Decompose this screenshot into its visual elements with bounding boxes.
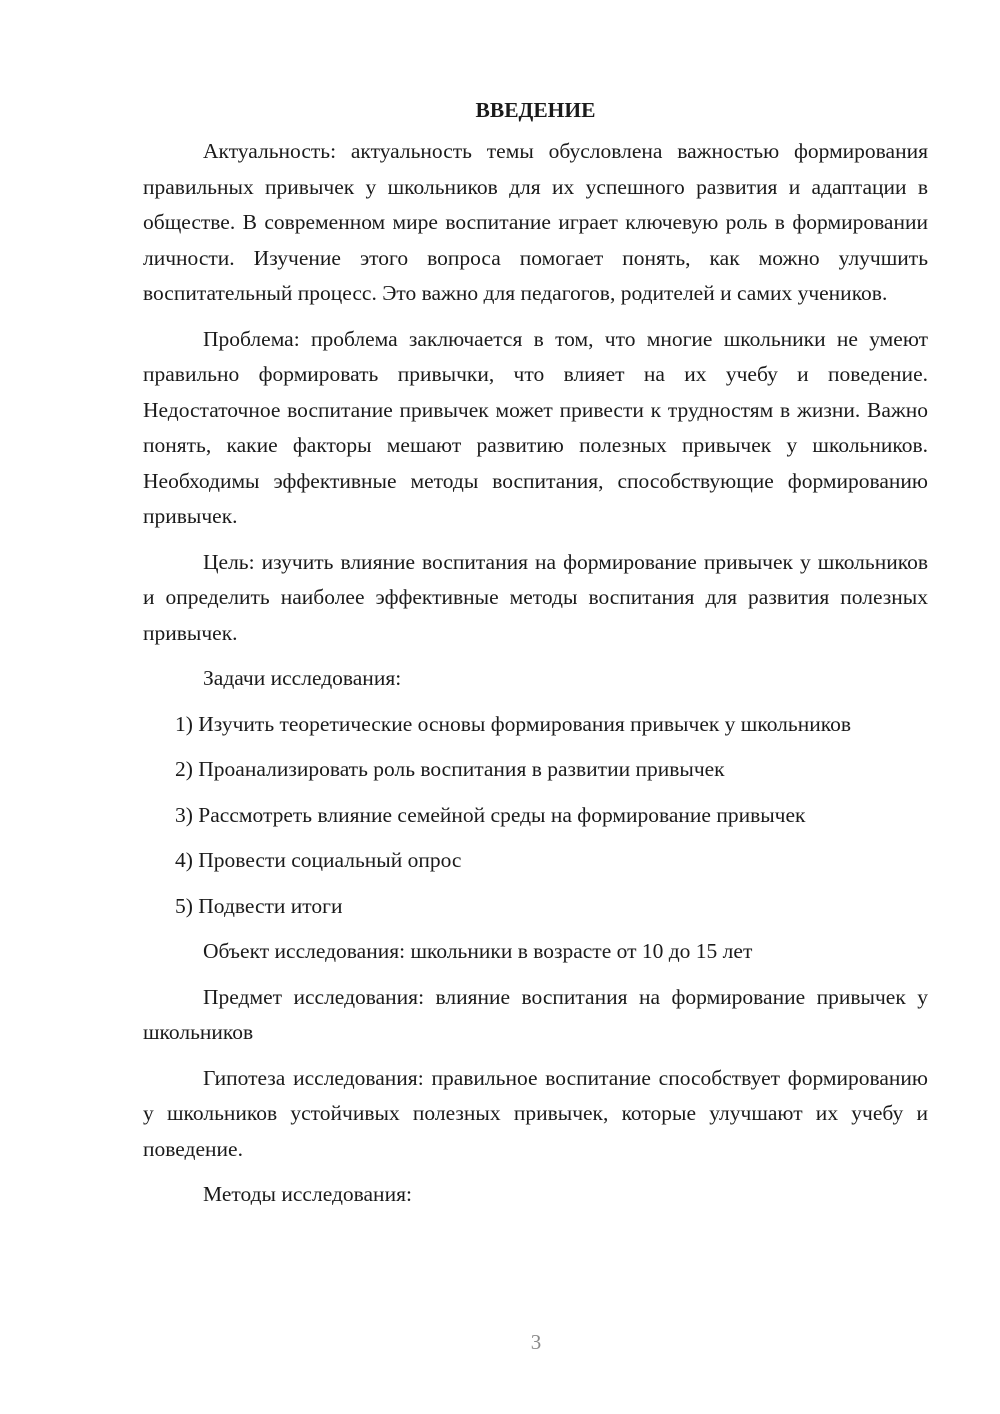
paragraph-problem: Проблема: проблема заключается в том, что многие школьники не умеют правильно формировать привычки, что влияет на их учебу и поведение. Недостаточное воспитание привычек может привести к трудностям в жизни. Важно понять, какие факторы мешают развитию полезных привычек у школьников. Необходимы эффективные методы воспитания, способствующие формированию привычек.	[143, 326, 928, 528]
paragraph-tasks-heading: Задачи исследования:	[203, 666, 402, 690]
paragraph-goal: Цель: изучить влияние воспитания на формирование привычек у школьников и определить наиболее эффективные методы воспитания для развития полезных привычек.	[143, 549, 928, 645]
paragraph-object: Объект исследования: школьники в возрасте от 10 до 15 лет	[203, 939, 753, 963]
section-title: ВВЕДЕНИЕ	[475, 98, 596, 122]
document-page	[143, 92, 928, 1223]
task-item: 1) Изучить теоретические основы формирования привычек у школьников	[175, 711, 851, 736]
paragraph-subject: Предмет исследования: влияние воспитания на формирование привычек у школьников	[143, 984, 928, 1044]
task-item: 5) Подвести итоги	[175, 893, 343, 918]
paragraph-methods: Методы исследования:	[203, 1182, 412, 1206]
task-item: 4) Провести социальный опрос	[175, 848, 462, 872]
paragraph-relevance: Актуальность: актуальность темы обусловлена важностью формирования правильных привычек у школьников для их успешного развития и адаптации в обществе. В современном мире воспитание играет ключевую роль в формировании личности. Изучение этого вопроса помогает понять, как можно улучшить воспитательный процесс. Это важно для педагогов, родителей и самих учеников.	[143, 139, 928, 305]
task-item: 3) Рассмотреть влияние семейной среды на формирование привычек	[175, 802, 806, 827]
task-item: 2) Проанализировать роль воспитания в развитии привычек	[175, 757, 725, 781]
page-number: 3	[530, 1330, 542, 1354]
paragraph-hypothesis: Гипотеза исследования: правильное воспитание способствует формированию у школьников устойчивых полезных привычек, которые улучшают их учебу и поведение.	[143, 1065, 928, 1161]
